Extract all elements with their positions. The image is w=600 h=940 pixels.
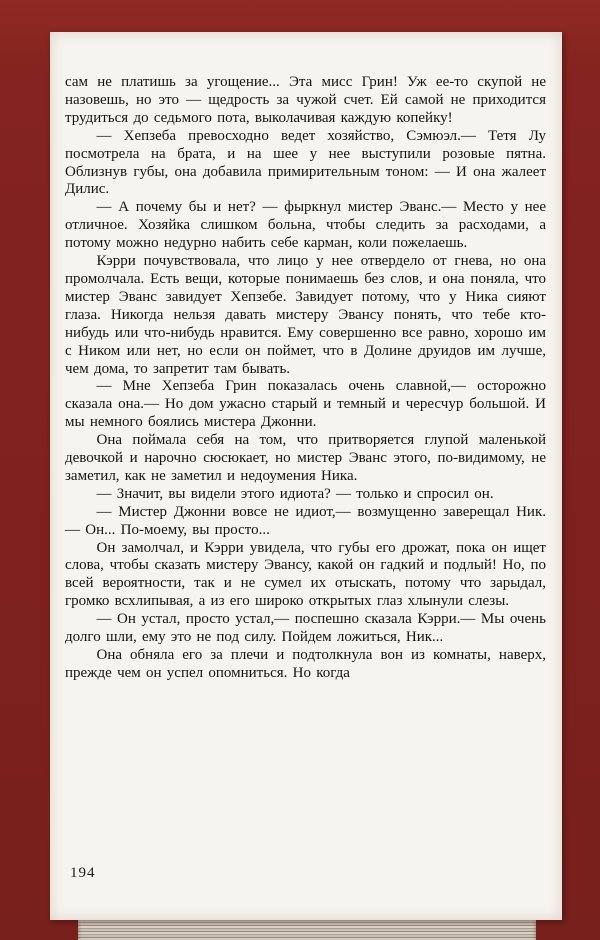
paragraph: Она поймала себя на том, что притворяется глупой маленькой девочкой и нарочно сюсюкает, но мистер Эванс этого, по-видимому, не заметил, как не заметил и недоумения Ника.: [65, 432, 546, 484]
paragraph: Он замолчал, и Кэрри увидела, что губы его дрожат, пока он ищет слова, чтобы сказать мистеру Эвансу, какой он гадкий и подлый! Но, по всей вероятности, так и не сумел их отыскать, потому что зарыдал, громко всхлипывая, а из его широко открытых глаз хлынули слезы.: [65, 539, 546, 610]
paragraph: сам не платишь за угощение... Эта мисс Грин! Уж ее-то скупой не назовешь, но это — щедрость за чужой счет. Ей самой не приходится трудиться до седьмого пота, выколачивая каждую копейку!: [65, 74, 546, 126]
paragraph: — Хепзеба превосходно ведет хозяйство, Сэмюэл.— Тетя Лу посмотрела на брата, и на шее у нее выступили розовые пятна. Облизнув губы, она добавила примирительным тоном: — И она жалеет Дилис.: [65, 127, 546, 198]
paragraph: Она обняла его за плечи и подтолкнула вон из комнаты, наверх, прежде чем он успел опомниться. Но когда: [65, 647, 546, 681]
book-page: [50, 32, 562, 920]
paragraph: — Мистер Джонни вовсе не идиот,— возмущенно заверещал Ник.— Он... По-моему, вы просто...: [65, 503, 546, 538]
paragraph: — Он устал, просто устал,— поспешно сказала Кэрри.— Мы очень долго шли, ему это не под силу. Пойдем ложиться, Ник...: [65, 611, 546, 646]
paragraph: — А почему бы и нет? — фыркнул мистер Эванс.— Место у нее отличное. Хозяйка слишком больна, чтобы следить за расходами, а потому можно недурно набить себе карман, коли пожелаешь.: [65, 199, 546, 252]
paragraph: Кэрри почувствовала, что лицо у нее отвердело от гнева, но она промолчала. Есть вещи, которые понимаешь без слов, и она поняла, что мистер Эванс завидует Хепзебе. Завидует потому, что у Ника сияют глаза. Никогда нельзя давать мистеру Эвансу понять, что тебе кто-нибудь или что-нибудь нравится. Ему совершенно все равно, хорошо им с Ником или нет, но если он поймет, что в Долине друидов им лучше, чем дома, то запретит там бывать.: [65, 253, 546, 377]
page-number: 194: [70, 865, 96, 881]
paragraph: — Мне Хепзеба Грин показалась очень славной,— осторожно сказала она.— Но дом ужасно старый и темный и чересчур большой. И мы немного боялись мистера Джонни.: [65, 378, 546, 431]
page-text: [65, 74, 546, 683]
page-edge-texture: [78, 920, 536, 940]
paragraph: — Значит, вы видели этого идиота? — только и спросил он.: [96, 485, 494, 502]
